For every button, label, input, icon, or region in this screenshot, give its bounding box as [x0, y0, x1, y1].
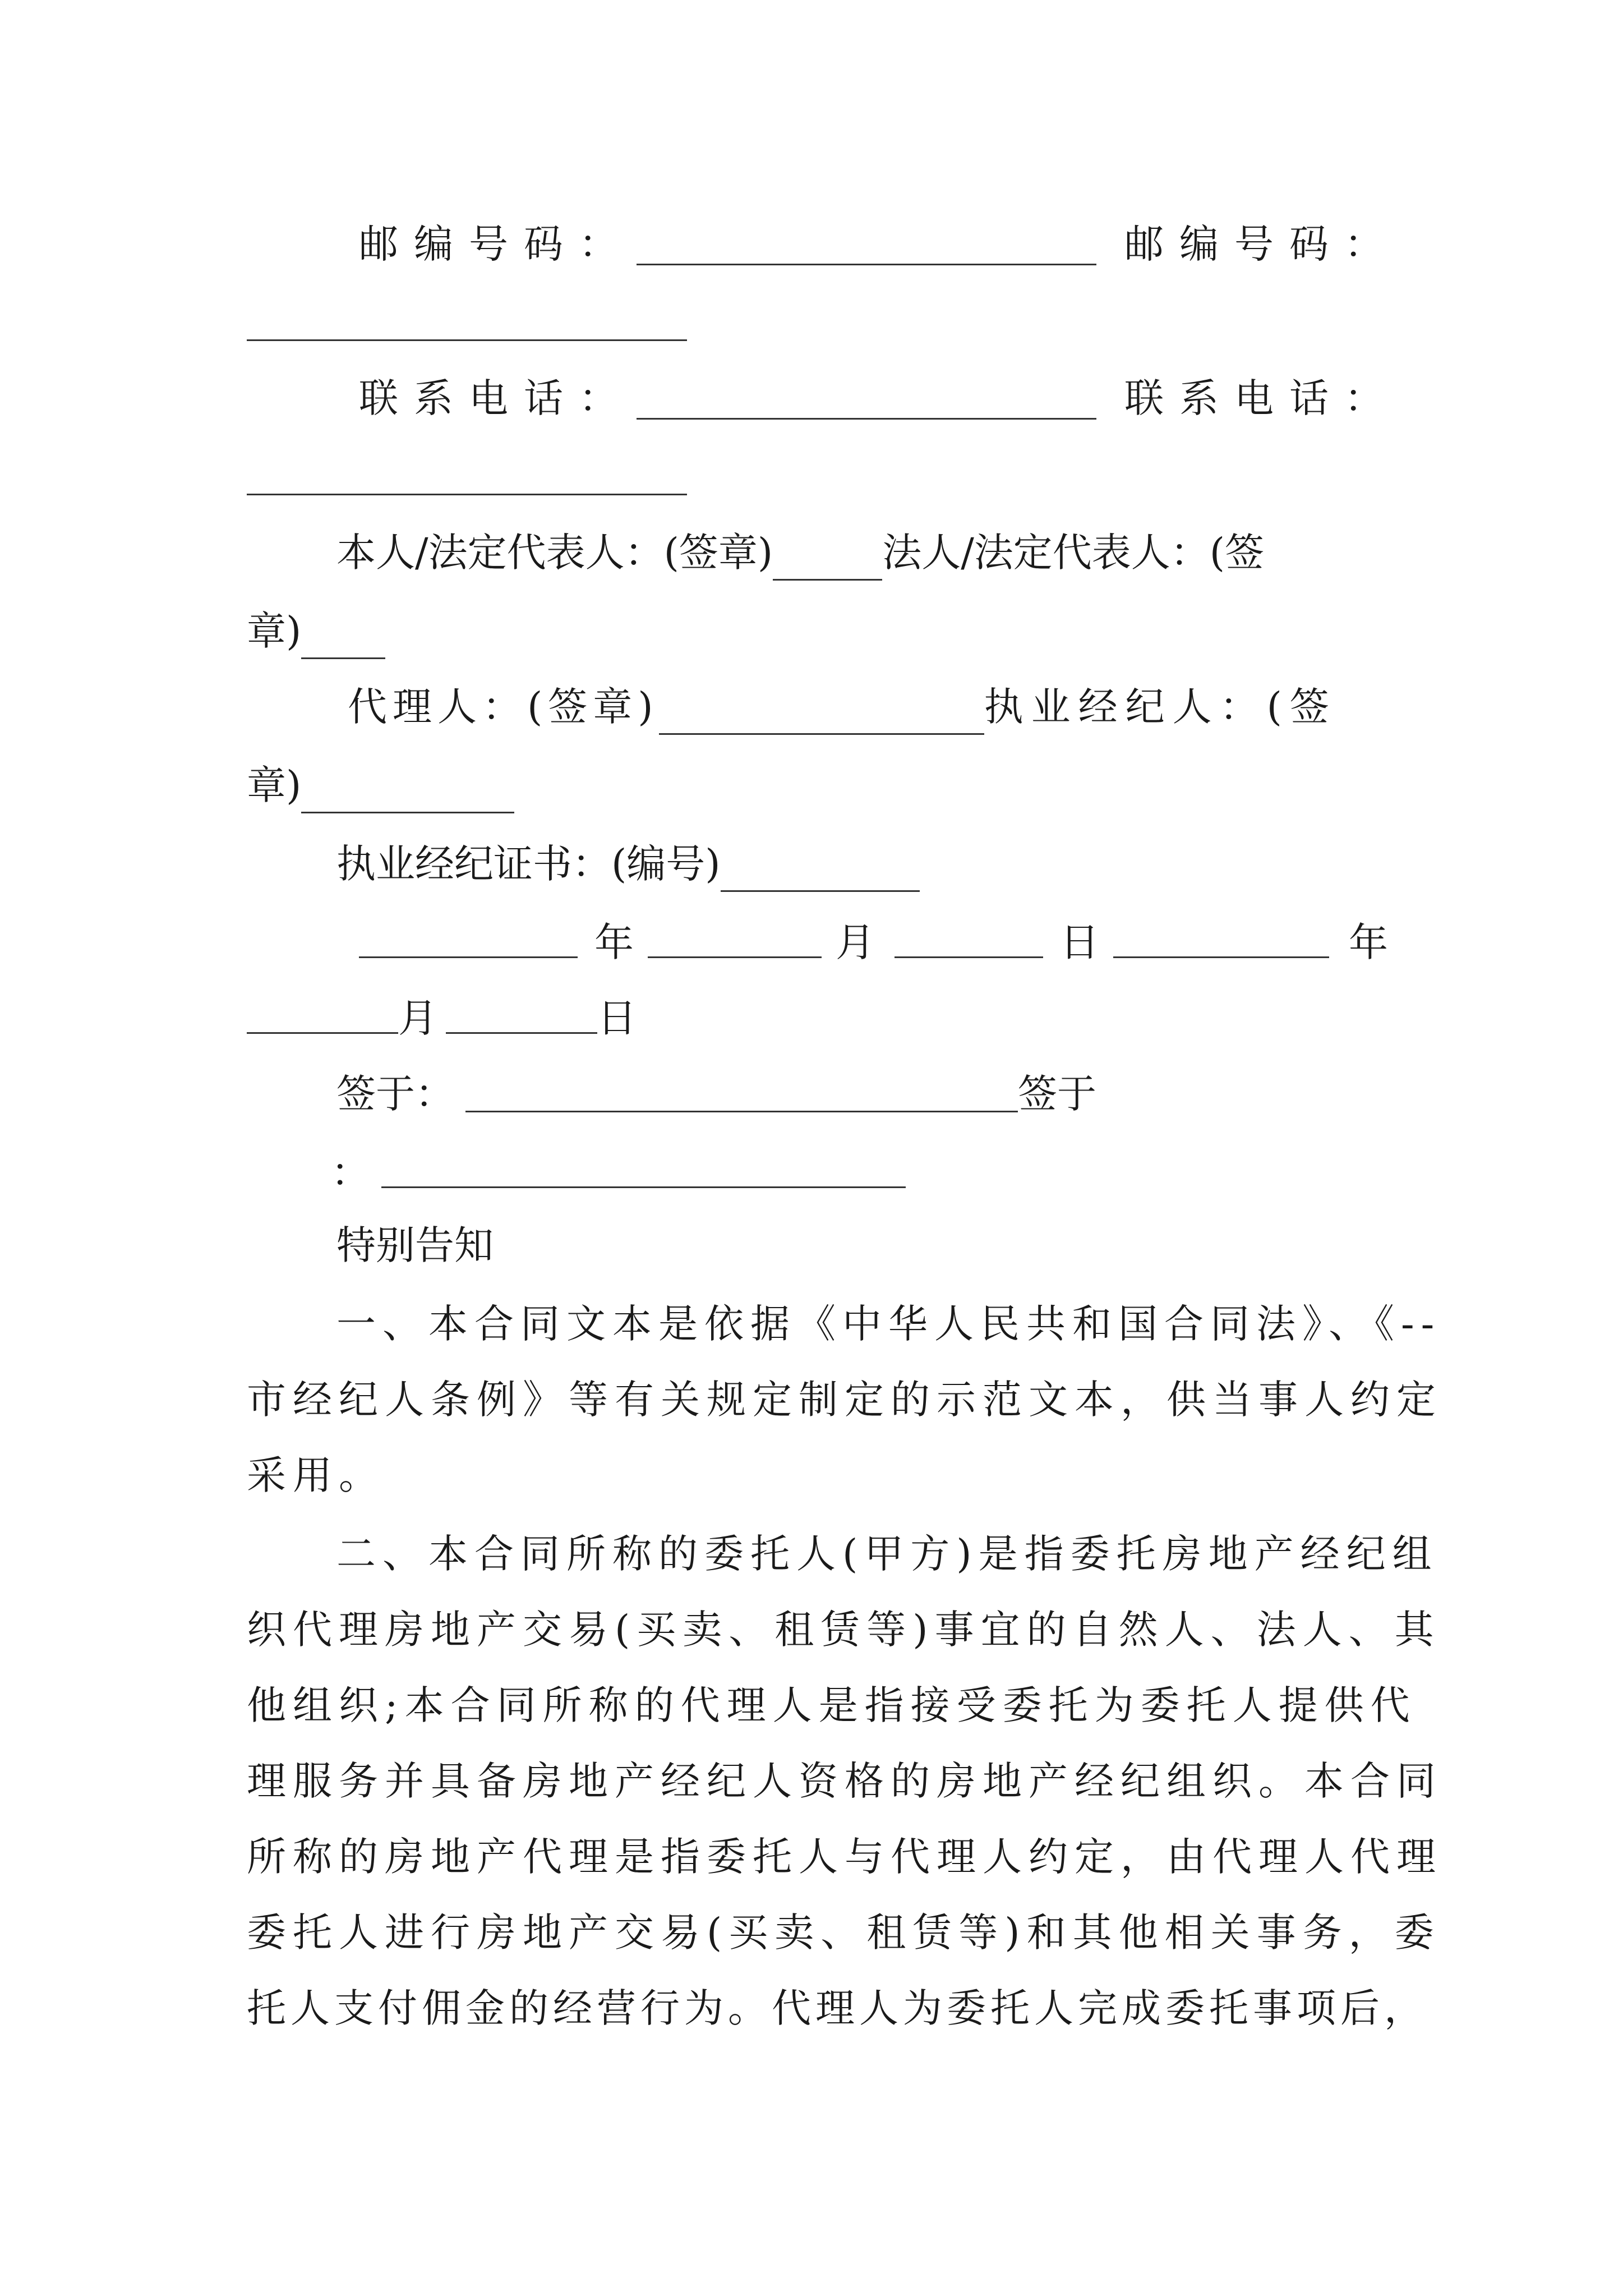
date-right-year-label: 年 — [1349, 919, 1388, 965]
license-blank[interactable] — [721, 845, 920, 892]
notice-p1-line-1: 一、本合同文本是依据《中华人民共和国合同法》、《-- — [336, 1301, 1441, 1347]
agent-wrap-line — [247, 757, 514, 813]
phone-label-right: 联系电话： — [1124, 375, 1399, 421]
notice-p1-line-2: 市经纪人条例》等有关规定制定的示范文本，供当事人约定 — [247, 1377, 1442, 1423]
notice-p2-line-1: 二、本合同所称的委托人(甲方)是指委托房地产经纪组 — [336, 1531, 1438, 1577]
date-left-day-blank[interactable] — [895, 956, 1043, 958]
date-left-year-label: 年 — [594, 919, 634, 965]
agent-wrap-label: 章) — [247, 762, 302, 808]
date-left-day-label: 日 — [1060, 919, 1099, 965]
signed-at-label-right: 签于 — [1018, 1071, 1096, 1117]
phone-blank-left[interactable] — [637, 418, 1096, 420]
party-a-signature-line — [336, 524, 1264, 581]
postcode-label-left: 邮编号码： — [359, 221, 634, 267]
signed-at-blank-right[interactable] — [381, 1186, 906, 1188]
notice-p2-line-6: 委托人进行房地产交易(买卖、租赁等)和其他相关事务，委 — [247, 1910, 1441, 1955]
date-right-day-blank[interactable] — [446, 1032, 597, 1034]
license-line — [336, 836, 920, 892]
postcode-blank-left[interactable] — [637, 264, 1096, 265]
agent-right-label: 执业经纪人：(签 — [984, 684, 1337, 730]
party-a-wrap-line — [247, 603, 385, 659]
date-right-month-blank[interactable] — [247, 1032, 398, 1034]
party-a-right-label: 法人/法定代表人：(签 — [882, 530, 1265, 576]
date-left-year-blank[interactable] — [359, 956, 578, 958]
date-right-year-blank[interactable] — [1113, 956, 1329, 958]
agent-left-blank[interactable] — [659, 688, 984, 735]
postcode-label-right: 邮编号码： — [1124, 221, 1399, 267]
notice-p2-line-4: 理服务并具备房地产经纪人资格的房地产经纪组织。本合同 — [247, 1758, 1442, 1804]
signed-at-colon: ： — [331, 1149, 370, 1195]
agent-left-label: 代理人：(签章) — [348, 684, 659, 730]
party-a-left-label: 本人/法定代表人：(签章) — [336, 530, 773, 576]
notice-p1-line-3: 采用。 — [247, 1452, 385, 1498]
agent-signature-line — [348, 679, 1337, 735]
party-a-left-blank[interactable] — [773, 534, 882, 581]
phone-blank-right[interactable] — [247, 494, 687, 495]
party-a-right-blank[interactable] — [301, 613, 385, 659]
date-left-month-label: 月 — [836, 919, 875, 965]
date-left-month-blank[interactable] — [648, 956, 822, 958]
signed-at-label-left: 签于： — [336, 1071, 454, 1117]
party-a-wrap-label: 章) — [247, 608, 302, 654]
date-right-month-label: 月 — [398, 995, 437, 1041]
agent-right-blank[interactable] — [301, 767, 514, 813]
phone-label-left: 联系电话： — [359, 375, 634, 421]
notice-title: 特别告知 — [336, 1222, 494, 1268]
date-right-day-label: 日 — [597, 995, 637, 1041]
notice-p2-line-3: 他组织;本合同所称的代理人是指接受委托为委托人提供代 — [247, 1682, 1417, 1728]
notice-p2-line-2: 织代理房地产交易(买卖、租赁等)事宜的自然人、法人、其 — [247, 1607, 1441, 1653]
notice-p2-line-5: 所称的房地产代理是指委托人与代理人约定，由代理人代理 — [247, 1834, 1442, 1880]
license-label: 执业经纪证书：(编号) — [336, 841, 721, 887]
postcode-blank-right[interactable] — [247, 339, 687, 341]
signed-at-blank-left[interactable] — [465, 1111, 1018, 1112]
notice-p2-line-7: 托人支付佣金的经营行为。代理人为委托人完成委托事项后， — [247, 1985, 1428, 2031]
